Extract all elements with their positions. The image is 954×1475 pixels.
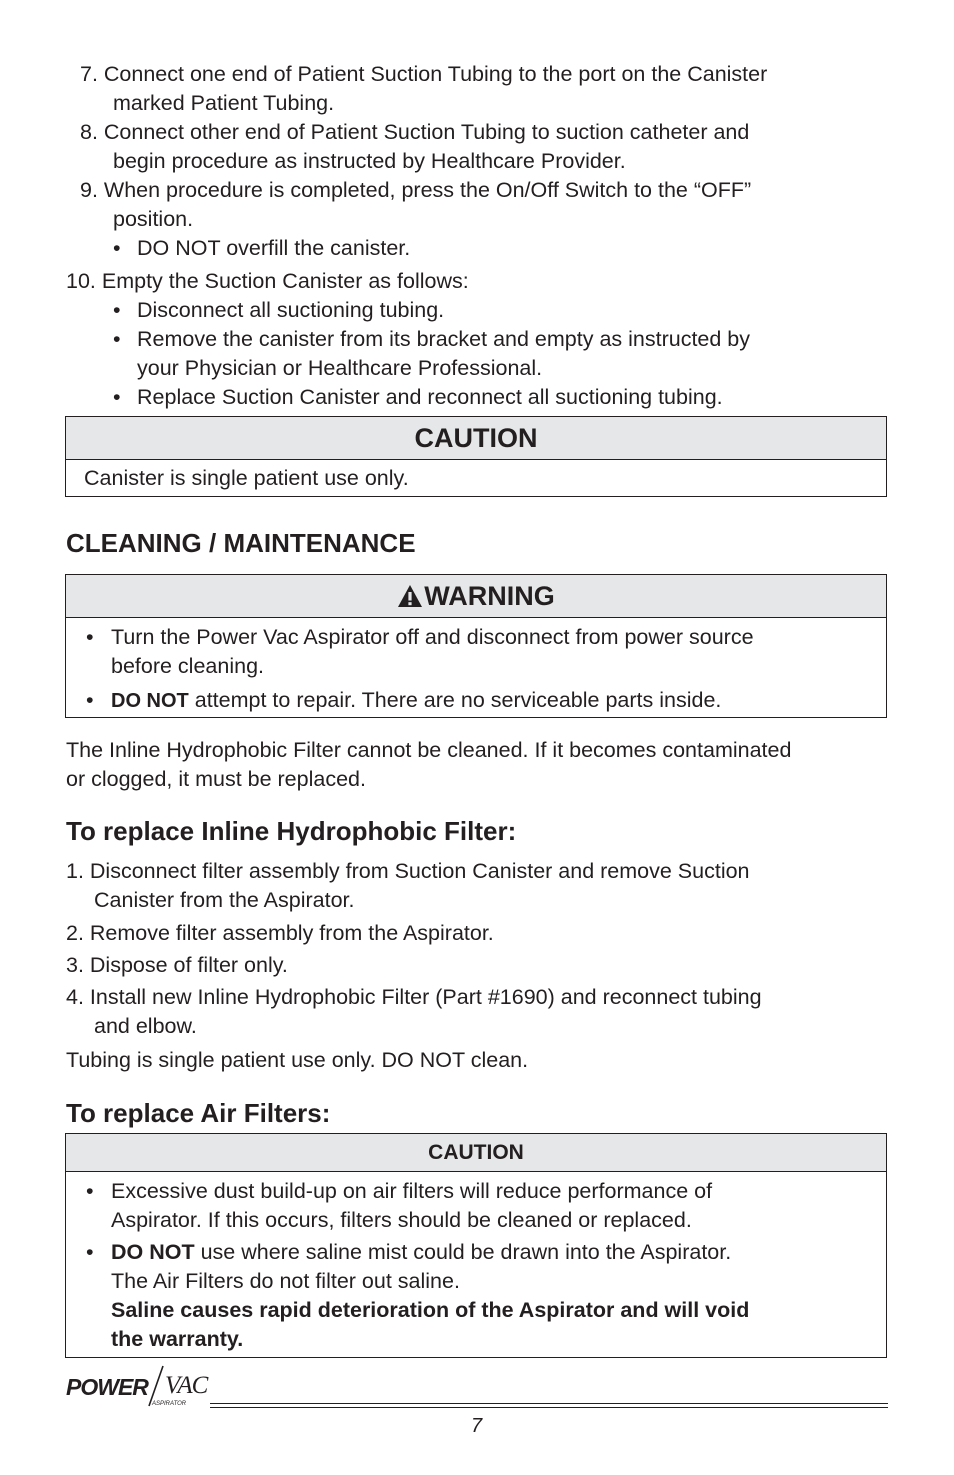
air-caution-body [66, 1172, 886, 1357]
air-caution-title: CAUTION [66, 1134, 886, 1172]
inline-step-2: 2. Remove filter assembly from the Aspirator. [66, 921, 494, 945]
step-7-line-1: 7. Connect one end of Patient Suction Tubing to the port on the Canister [80, 62, 768, 86]
footer-rule-top [210, 1403, 888, 1404]
tubing-note: Tubing is single patient use only. DO NOT clean. [66, 1048, 529, 1072]
inline-step-1-line-2: Canister from the Aspirator. [94, 888, 355, 912]
bullet-glyph: • [113, 298, 121, 322]
step-9-line-1: 9. When procedure is completed, press the On/Off Switch to the “OFF” [80, 178, 752, 202]
air-bullet-2-line-1 [111, 1238, 731, 1267]
bullet-glyph: • [86, 1240, 94, 1264]
step-9-line-2: position. [113, 207, 194, 231]
do-not-emphasis: DO NOT [111, 690, 189, 712]
step-10: 10. Empty the Suction Canister as follows: [66, 269, 469, 293]
step-10-bullet-2-line-1: Remove the canister from its bracket and empty as instructed by [137, 327, 751, 351]
inline-step-4-line-1: 4. Install new Inline Hydrophobic Filter (Part #1690) and reconnect tubing [66, 985, 762, 1009]
inline-filter-heading: To replace Inline Hydrophobic Filter: [66, 816, 517, 846]
step-10-bullet-2-line-2: your Physician or Healthcare Professional. [137, 356, 543, 380]
bullet-glyph: • [86, 688, 94, 712]
bullet-glyph: • [113, 327, 121, 351]
warning-bullet-2 [111, 686, 721, 716]
saline-warning-line-1: Saline causes rapid deterioration of the Aspirator and will void [111, 1298, 750, 1322]
step-8-line-2: begin procedure as instructed by Healthcare Provider. [113, 149, 626, 173]
warning-box [65, 574, 887, 718]
bullet-glyph: • [113, 236, 121, 260]
logo-power-text: POWER [66, 1374, 148, 1400]
step-9-bullet: DO NOT overfill the canister. [137, 236, 411, 260]
cleaning-heading: CLEANING / MAINTENANCE [66, 528, 416, 558]
air-bullet-2-line-2: The Air Filters do not filter out saline. [111, 1269, 460, 1293]
air-bullet-2-text: use where saline mist could be drawn into the Aspirator. [194, 1240, 732, 1264]
warning-bullet-1-line-2: before cleaning. [111, 654, 264, 678]
caution-text: Canister is single patient use only. [84, 466, 409, 490]
step-8-line-1: 8. Connect other end of Patient Suction Tubing to suction catheter and [80, 120, 750, 144]
power-vac-logo [66, 1364, 216, 1410]
warning-bullet-2-text: attempt to repair. There are no serviceable parts inside. [188, 688, 722, 712]
warning-title: WARNING [424, 581, 555, 611]
step-10-bullet-3: Replace Suction Canister and reconnect all suctioning tubing. [137, 385, 723, 409]
warning-bullet-1-line-1: Turn the Power Vac Aspirator off and disconnect from power source [111, 625, 754, 649]
warning-header [66, 575, 886, 618]
do-not-emphasis: DO NOT [111, 1240, 195, 1264]
logo-aspirator-text: ASPIRATOR [152, 1401, 187, 1407]
bullet-glyph: • [113, 385, 121, 409]
caution-body [66, 460, 886, 496]
air-bullet-1-line-1: Excessive dust build-up on air filters will reduce performance of [111, 1179, 713, 1203]
bullet-glyph: • [86, 1179, 94, 1203]
logo-vac-text: VAC [165, 1372, 208, 1399]
air-bullet-1-line-2: Aspirator. If this occurs, filters should be cleaned or replaced. [111, 1208, 692, 1232]
saline-warning-line-2: the warranty. [111, 1327, 244, 1351]
air-filters-heading: To replace Air Filters: [66, 1098, 331, 1128]
inline-step-4-line-2: and elbow. [94, 1014, 197, 1038]
warning-body [66, 618, 886, 717]
caution-box-canister [65, 416, 887, 497]
inline-filter-paragraph-line-1: The Inline Hydrophobic Filter cannot be cleaned. If it becomes contaminated [66, 738, 792, 762]
bullet-glyph: • [86, 625, 94, 649]
inline-step-3: 3. Dispose of filter only. [66, 953, 288, 977]
caution-box-air-filters [65, 1133, 887, 1358]
warning-triangle-icon [397, 584, 423, 608]
footer-rule-bottom [210, 1407, 888, 1408]
caution-title: CAUTION [66, 417, 886, 460]
inline-step-1-line-1: 1. Disconnect filter assembly from Suction Canister and remove Suction [66, 859, 750, 883]
step-10-bullet-1: Disconnect all suctioning tubing. [137, 298, 445, 322]
page-number: 7 [471, 1415, 483, 1437]
step-7-line-2: marked Patient Tubing. [113, 91, 335, 115]
inline-filter-paragraph-line-2: or clogged, it must be replaced. [66, 767, 366, 791]
